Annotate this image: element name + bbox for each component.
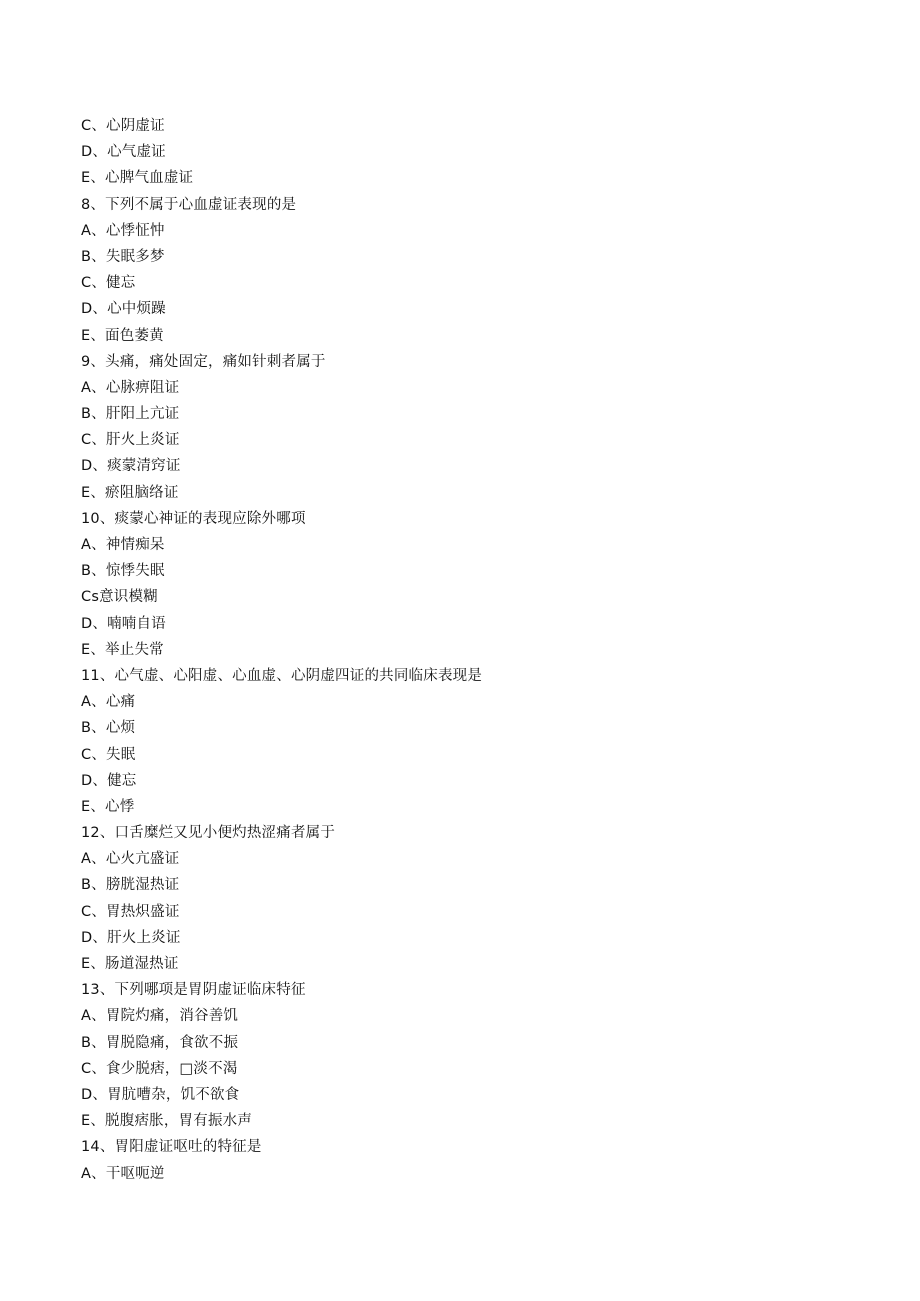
option-line: E、肠道湿热证 [81,956,179,972]
option-line: C、食少脱痞，□淡不渴 [81,1060,238,1077]
option-line: A、神情痴呆 [81,537,165,553]
option-line: B、失眠多梦 [81,248,165,265]
document-page [81,113,861,1187]
option-line: Cs意识模糊 [81,589,158,606]
option-line: A、心痛 [81,694,136,711]
option-line: C、肝火上炎证 [81,432,180,449]
option-line: A、心悸怔忡 [81,222,165,239]
option-line: E、心脾气血虚证 [81,170,194,187]
question-line: 9、头痛，痛处固定，痛如针刺者属于 [81,353,326,370]
option-line: C、胃热炽盛证 [81,903,180,920]
option-line: E、举止失常 [81,641,164,658]
option-line: C、失眠 [81,746,136,763]
option-line: B、膀胱湿热证 [81,877,180,894]
option-line: A、胃院灼痛，消谷善饥 [81,1008,239,1025]
option-line: A、心脉痹阻证 [81,379,180,396]
option-line: A、干呕呃逆 [81,1165,165,1182]
option-line: B、惊悸失眠 [81,563,165,580]
option-line: D、痰蒙清窍证 [81,458,181,475]
option-line: B、心烦 [81,720,136,737]
option-line: B、胃脱隐痛，食欲不振 [81,1034,239,1051]
option-line: D、喃喃自语 [81,615,166,632]
question-line: 13、下列哪项是胃阴虚证临床特征 [81,982,306,999]
option-line: D、心气虚证 [81,144,166,161]
option-line: D、健忘 [81,772,137,789]
option-line: D、肝火上炎证 [81,929,181,946]
question-line: 11、心气虚、心阳虚、心血虚、心阴虚四证的共同临床表现是 [81,667,483,684]
question-line: 8、下列不属于心血虚证表现的是 [81,196,297,213]
question-line: 14、胃阳虚证呕吐的特征是 [81,1139,262,1156]
option-line: E、面色萎黄 [81,327,164,344]
option-line: C、心阴虚证 [81,118,165,134]
option-line: E、瘀阻脑络证 [81,484,179,501]
option-line: C、健忘 [81,275,136,292]
option-line: D、心中烦躁 [81,301,166,318]
option-line: D、胃肮嘈杂，饥不欲食 [81,1086,240,1103]
option-line: E、脱腹痞胀，胃有振水声 [81,1113,253,1130]
option-line: E、心悸 [81,798,135,815]
option-line: A、心火亢盛证 [81,851,180,868]
question-line: 12、口舌糜烂又见小便灼热涩痛者属于 [81,825,336,842]
option-line: B、肝阳上亢证 [81,406,180,423]
question-line: 10、痰蒙心神证的表现应除外哪项 [81,510,306,527]
